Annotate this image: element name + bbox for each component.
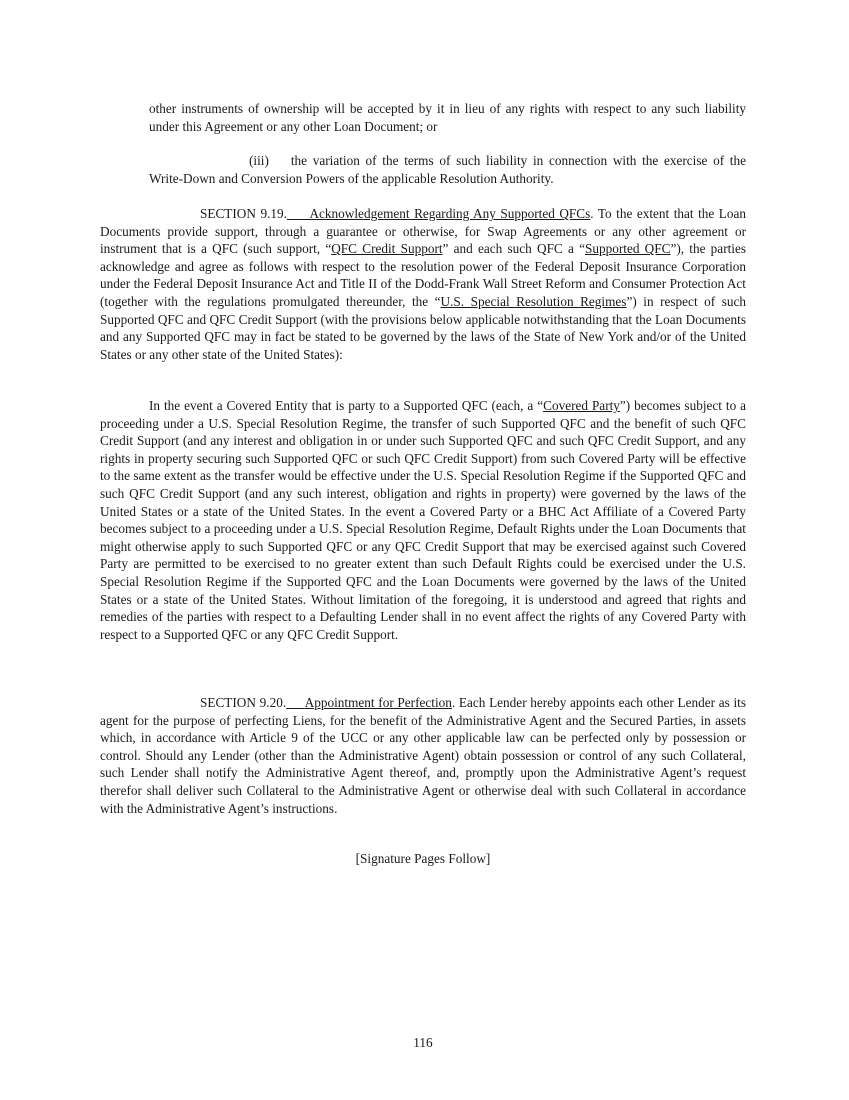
- section-9-19: [100, 205, 746, 363]
- section-title: Acknowledgement Regarding Any Supported QFCs: [309, 206, 591, 221]
- section-title-gap: [287, 206, 310, 221]
- section-text: . To the extent that the Loan Documents provide support, through a guarantee or otherwise, for Swap Agreements or any other agreement or instrument that is a QFC (such support, “: [100, 206, 746, 257]
- defined-term: U.S. Special Resolution Regimes: [440, 293, 627, 309]
- paragraph-covered-party: [100, 397, 746, 643]
- defined-term: Covered Party: [543, 398, 620, 413]
- paragraph-text: In the event a Covered Entity that is party to a Supported QFC (each, a “: [149, 398, 544, 413]
- clause-text: the variation of the terms of such liability in connection with the exercise of the Write-Down and Conversion Powers of the applicable Resolution Authority.: [149, 153, 746, 186]
- paragraph-clause-iii: [149, 152, 746, 187]
- section-text: ”), the parties acknowledge and agree as follows with respect to the resolution power of the Federal Deposit Insurance Corporation under the Federal Deposit Insurance Act and Title II of the Dodd-Frank Wall Street Reform and Consumer Protection Act (together with the regulations promulgated thereunder, the “: [100, 241, 747, 309]
- paragraph-continuation: [149, 100, 746, 135]
- paragraph-text: ”) becomes subject to a proceeding under a U.S. Special Resolution Regime, the transfer of such Supported QFC and the benefit of such QFC Credit Support (and any interest and obligation in or under such Supported QFC and such QFC Credit Support, and any rights in property securing such Supported QFC or such QFC Credit Support) from such Covered Party will be effective to the same extent as the transfer would be effective under the U.S. Special Resolution Regime if the Supported QFC and such QFC Credit Support (and any such interest, obligation and rights in property) were governed by the laws of the United States or a state of the United States. In the event a Covered Party or a BHC Act Affiliate of a Covered Party becomes subject to a proceeding under a U.S. Special Resolution Regime, Default Rights under the Loan Documents that might otherwise apply to such Supported QFC or any QFC Credit Support that may be exercised against such Covered Party are permitted to be exercised to no greater extent than such Default Rights could be exercised under the U.S. Special Resolution Regime if the Supported QFC and the Loan Documents were governed by the laws of the United States or a state of the United States. Without limitation of the foregoing, it is understood and agreed that rights and remedies of the parties with respect to a Defaulting Lender shall in no event affect the rights of any Covered Party with respect to a Supported QFC or any QFC Credit Support.: [100, 398, 747, 642]
- section-label: SECTION 9.20.: [200, 695, 287, 710]
- section-text: . Each Lender hereby appoints each other Lender as its agent for the purpose of perfecting Liens, for the benefit of the Administrative Agent and the Secured Parties, in assets which, in accordance with Article 9 of the UCC or any other applicable law can be perfected only by possession or control. Should any Lender (other than the Administrative Agent) obtain possession or control of any such Collateral, such Lender shall notify the Administrative Agent thereof, and, promptly upon the Administrative Agent’s request therefor shall deliver such Collateral to the Administrative Agent or otherwise deal with such Collateral in accordance with the Administrative Agent’s instructions.: [100, 695, 747, 816]
- signature-pages-follow: [100, 850, 746, 868]
- defined-term: Supported QFC: [584, 241, 671, 257]
- clause-number: (iii): [249, 153, 269, 168]
- section-label: SECTION 9.19.: [200, 206, 287, 221]
- section-title: Appointment for Perfection: [304, 695, 452, 710]
- paragraph-text: other instruments of ownership will be accepted by it in lieu of any rights with respect to any such liability under this Agreement or any other Loan Document; or: [149, 101, 746, 134]
- section-title-gap: [286, 695, 305, 710]
- page-number: [100, 1034, 746, 1052]
- defined-term: QFC Credit Support: [331, 241, 443, 257]
- section-text: ”) in respect of such Supported QFC and QFC Credit Support (with the provisions below applicable notwithstanding that the Loan Documents and any Supported QFC may in fact be stated to be governed by the laws of the State of New York and/or of the United States or any other state of the United States):: [100, 293, 746, 362]
- section-text: ” and each such QFC a “: [442, 241, 585, 257]
- section-9-20: [100, 694, 746, 817]
- page-number-text: 116: [413, 1035, 433, 1050]
- signature-note-text: [Signature Pages Follow]: [355, 851, 491, 866]
